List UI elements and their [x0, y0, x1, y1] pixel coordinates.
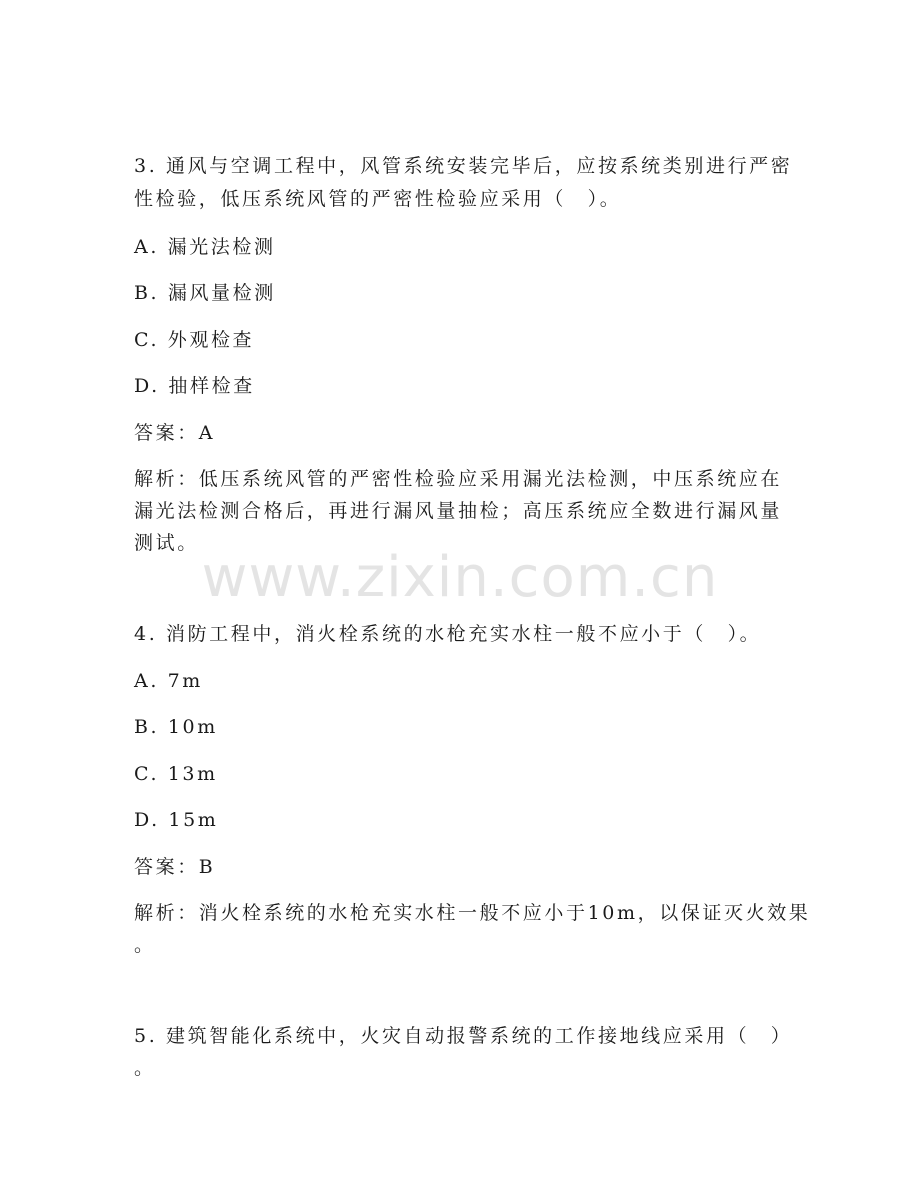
- question-4-analysis-line-1: 解析：消火栓系统的水枪充实水柱一般不应小于10m，以保证灭火效果: [134, 902, 811, 924]
- question-4-option-a: A. 7m: [134, 670, 203, 692]
- question-3-option-b: B. 漏风量检测: [134, 282, 276, 304]
- question-3-analysis-line-2: 漏光法检测合格后，再进行漏风量抽检；高压系统应全数进行漏风量: [134, 500, 783, 522]
- question-5-stem-line-1: 5. 建筑智能化系统中，火灾自动报警系统的工作接地线应采用（ ）: [134, 1025, 793, 1047]
- question-3-analysis-line-1: 解析：低压系统风管的严密性检验应采用漏光法检测，中压系统应在: [134, 468, 783, 490]
- question-4-option-d: D. 15m: [134, 809, 219, 831]
- question-4-stem: 4. 消防工程中，消火栓系统的水枪充实水柱一般不应小于（ ）。: [134, 623, 762, 645]
- watermark: www.zixin.com.cn: [201, 545, 719, 610]
- question-4-option-b: B. 10m: [134, 716, 218, 738]
- question-5-stem-line-2: 。: [134, 1057, 156, 1079]
- question-3-analysis-line-3: 测试。: [134, 532, 199, 554]
- question-4-analysis-line-2: 。: [134, 934, 156, 956]
- question-3-option-d: D. 抽样检查: [134, 375, 255, 397]
- question-3-option-c: C. 外观检查: [134, 329, 255, 351]
- question-3-option-a: A. 漏光法检测: [134, 236, 276, 258]
- question-3-stem-line-1: 3. 通风与空调工程中，风管系统安装完毕后，应按系统类别进行严密: [134, 155, 793, 177]
- question-3-stem-line-2: 性检验，低压系统风管的严密性检验应采用（ ）。: [134, 188, 622, 210]
- question-4-answer: 答案：B: [134, 856, 216, 878]
- question-4-option-c: C. 13m: [134, 763, 218, 785]
- question-3-answer: 答案：A: [134, 422, 216, 444]
